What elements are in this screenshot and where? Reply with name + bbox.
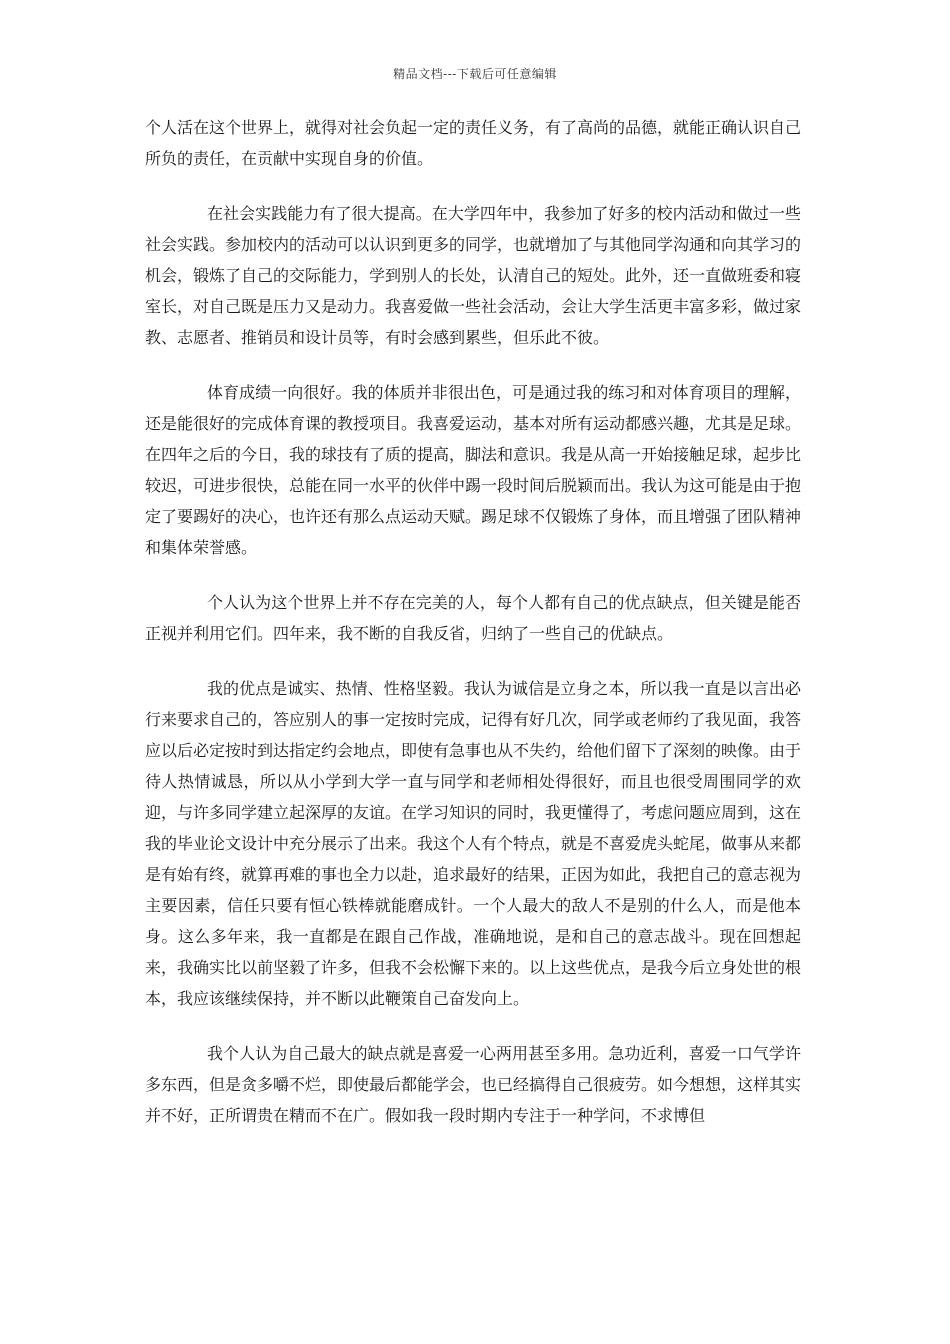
paragraph: 在社会实践能力有了很大提高。在大学四年中，我参加了好多的校内活动和做过一些社会实践。参加校内的活动可以认识到更多的同学，也就增加了与其他同学沟通和向其学习的机会，锻炼了自己的交际能力，学到别人的长处，认清自己的短处。此外，还一直做班委和寝室长，对自己既是压力又是动力。我喜爱做一些社会活动，会让大学生活更丰富多彩，做过家教、志愿者、推销员和设计员等，有时会感到累些，但乐此不彼。 xyxy=(145,204,802,347)
paragraph: 我的优点是诚实、热情、性格坚毅。我认为诚信是立身之本，所以我一直是以言出必行来要求自己的，答应别人的事一定按时完成，记得有好几次，同学或老师约了我见面，我答应以后必定按时到达指定约会地点，即使有急事也从不失约，给他们留下了深刻的映像。由于待人热情诚恳，所以从小学到大学一直与同学和老师相处得很好，而且也很受周围同学的欢迎，与许多同学建立起深厚的友谊。在学习知识的同时，我更懂得了，考虑问题应周到，这在我的毕业论文设计中充分展示了出来。我这个人有个特点，就是不喜爱虎头蛇尾，做事从来都是有始有终，就算再难的事也全力以赴，追求最好的结果，正因为如此，我把自己的意志视为主要因素，信任只要有恒心铁棒就能磨成针。一个人最大的敌人不是别的什么人，而是他本身。这么多年来，我一直都是在跟自己作战，准确地说，是和自己的意志战斗。现在回想起来，我确实比以前坚毅了许多，但我不会松懈下来的。以上这些优点，是我今后立身处世的根本，我应该继续保持，并不断以此鞭策自己奋发向上。 xyxy=(145,679,802,1008)
paragraph: 个人活在这个世界上，就得对社会负起一定的责任义务，有了高尚的品德，就能正确认识自己所负的责任，在贡献中实现自身的价值。 xyxy=(145,118,802,168)
paragraph: 我个人认为自己最大的缺点就是喜爱一心两用甚至多用。急功近利，喜爱一口气学许多东西，但是贪多嚼不烂，即使最后都能学会，也已经搞得自己很疲劳。如今想想，这样其实并不好，正所谓贵在精而不在广。假如我一段时期内专注于一种学问，不求博但 xyxy=(145,1044,802,1125)
paragraph: 个人认为这个世界上并不存在完美的人，每个人都有自己的优点缺点，但关键是能否正视并利用它们。四年来，我不断的自我反省，归纳了一些自己的优缺点。 xyxy=(145,593,801,643)
paragraph: 体育成绩一向很好。我的体质并非很出色，可是通过我的练习和对体育项目的理解，还是能很好的完成体育课的教授项目。我喜爱运动，基本对所有运动都感兴趣，尤其是足球。在四年之后的今日，我的球技有了质的提高，脚法和意识。我是从高一开始接触足球，起步比较迟，可进步很快，总能在同一水平的伙伴中踢一段时间后脱颖而出。我认为这可能是由于抱定了要踢好的决心，也许还有那么点运动天赋。踢足球不仅锻炼了身体，而且增强了团队精神和集体荣誉感。 xyxy=(145,383,802,557)
document-body xyxy=(145,112,801,1155)
page-header: 精品文档---下载后可任意编辑 xyxy=(393,67,557,81)
